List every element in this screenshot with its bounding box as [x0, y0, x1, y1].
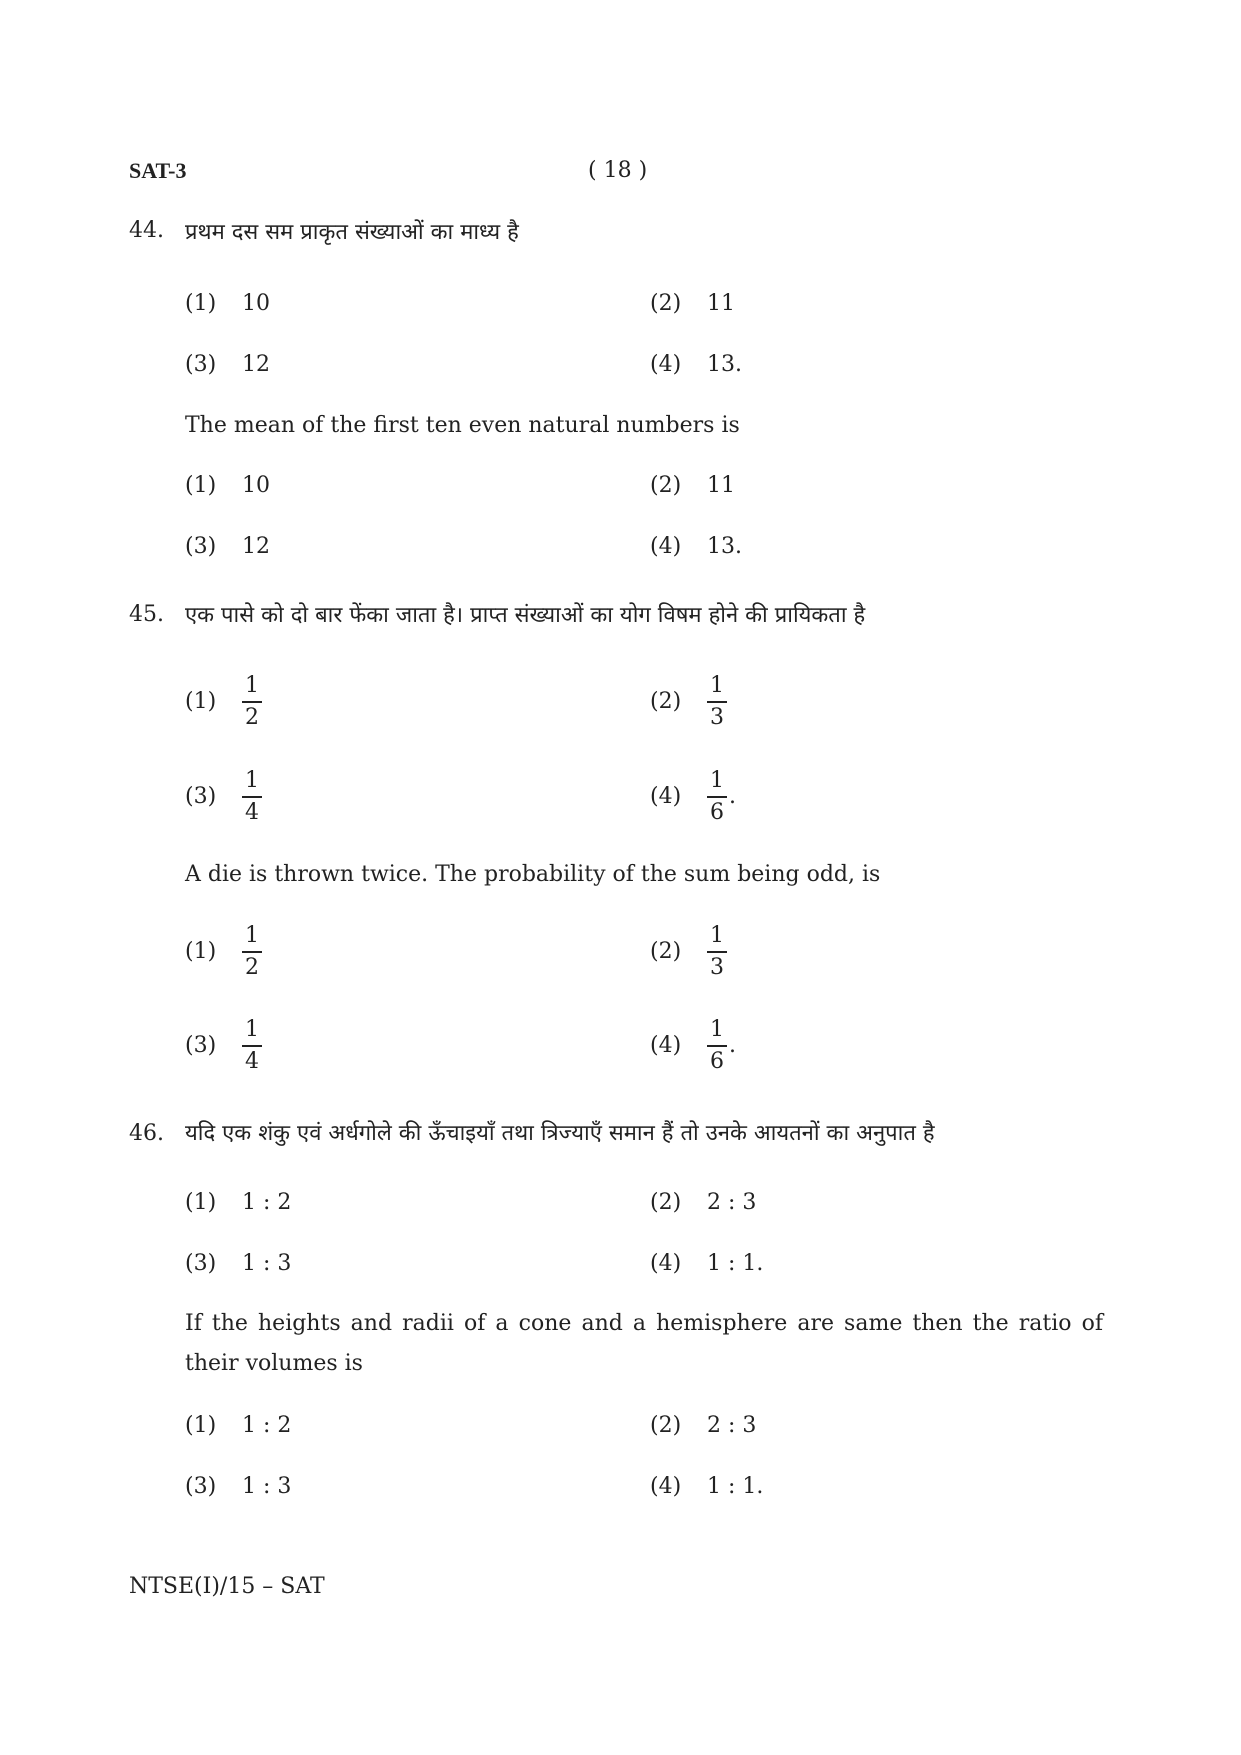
option-value: 1 : 3: [242, 1474, 292, 1499]
fraction-numerator: 1: [710, 923, 724, 948]
option-number: (4): [650, 1474, 682, 1499]
q46-hindi-option-2: [650, 1190, 756, 1215]
q45-english-option-4: [650, 1019, 736, 1073]
option-number: (2): [650, 291, 682, 316]
option-tail: .: [729, 784, 736, 810]
fraction-denominator: 4: [245, 1048, 259, 1074]
q45-english-text: A die is thrown twice. The probability of the sum being odd, is: [185, 862, 881, 887]
paper-code: SAT-3: [129, 158, 187, 183]
q45-hindi-option-1: [185, 675, 262, 729]
option-value: 1 : 3: [242, 1251, 292, 1276]
q44-english-option-1: [185, 473, 270, 498]
q44-hindi-option-3: [185, 352, 270, 377]
option-number: (2): [650, 473, 682, 498]
option-number: (4): [650, 352, 682, 377]
fraction-denominator: 6: [710, 1048, 724, 1074]
fraction: [707, 770, 727, 824]
q44-hindi-option-2: [650, 291, 735, 316]
option-number: (3): [185, 1033, 217, 1059]
option-number: (3): [185, 352, 217, 377]
fraction: [707, 1019, 727, 1073]
q46-english-option-3: [185, 1474, 291, 1499]
fraction-numerator: 1: [710, 1017, 724, 1042]
q46-number: 46.: [129, 1121, 164, 1146]
fraction-numerator: 1: [245, 1017, 259, 1042]
q44-hindi-option-1: [185, 291, 270, 316]
option-value: 1 : 2: [242, 1413, 292, 1438]
q44-english-text: The mean of the first ten even natural numbers is: [185, 413, 740, 438]
option-value: 2 : 3: [707, 1413, 757, 1438]
fraction-denominator: 2: [245, 954, 259, 980]
option-number: (4): [650, 534, 682, 559]
q45-number: 45.: [129, 602, 164, 627]
q46-hindi-option-4: [650, 1251, 763, 1276]
fraction: [707, 675, 727, 729]
option-value: 11: [707, 473, 735, 498]
option-value: 13.: [707, 534, 742, 559]
fraction: [242, 770, 262, 824]
option-number: (1): [185, 1413, 217, 1438]
q44-english-option-4: [650, 534, 742, 559]
q46-english-option-4: [650, 1474, 763, 1499]
option-tail: .: [729, 1033, 736, 1059]
q46-hindi-text: यदि एक शंकु एवं अर्धगोले की ऊँचाइयाँ तथा त्रिज्याएँ समान हैं तो उनके आयतनों का अनुपात है: [185, 1121, 935, 1146]
q44-english-option-2: [650, 473, 735, 498]
fraction: [242, 675, 262, 729]
option-number: (4): [650, 1033, 682, 1059]
option-number: (1): [185, 291, 217, 316]
option-value: 1 : 1.: [707, 1474, 764, 1499]
fraction-denominator: 2: [245, 704, 259, 730]
option-value: 1 : 2: [242, 1190, 292, 1215]
option-value: 10: [242, 473, 270, 498]
fraction: [242, 1019, 262, 1073]
fraction-numerator: 1: [710, 768, 724, 793]
option-value: 12: [242, 534, 270, 559]
q45-hindi-text: एक पासे को दो बार फेंका जाता है। प्राप्त संख्याओं का योग विषम होने की प्रायिकता है: [185, 603, 866, 628]
q46-english-text-line1: If the heights and radii of a cone and a hemisphere are same then the ratio of: [185, 1311, 1103, 1336]
fraction-denominator: 4: [245, 799, 259, 825]
q45-english-option-1: [185, 925, 262, 979]
option-number: (3): [185, 1251, 217, 1276]
fraction: [242, 925, 262, 979]
q44-hindi-option-4: [650, 352, 742, 377]
q44-english-option-3: [185, 534, 270, 559]
option-number: (3): [185, 534, 217, 559]
q44-number: 44.: [129, 218, 164, 243]
q44-hindi-text: प्रथम दस सम प्राकृत संख्याओं का माध्य है: [185, 220, 519, 245]
q46-hindi-option-3: [185, 1251, 291, 1276]
option-number: (4): [650, 784, 682, 810]
option-value: 11: [707, 291, 735, 316]
footer-code: NTSE(I)/15 – SAT: [129, 1574, 325, 1599]
q45-hindi-option-4: [650, 770, 736, 824]
q46-english-option-2: [650, 1413, 756, 1438]
option-number: (1): [185, 689, 217, 715]
option-value: 1 : 1.: [707, 1251, 764, 1276]
q45-english-option-3: [185, 1019, 262, 1073]
option-number: (1): [185, 939, 217, 965]
fraction-denominator: 6: [710, 799, 724, 825]
option-number: (4): [650, 1251, 682, 1276]
option-value: 12: [242, 352, 270, 377]
q46-english-text-line2: their volumes is: [185, 1351, 363, 1376]
option-number: (3): [185, 1474, 217, 1499]
option-number: (2): [650, 1413, 682, 1438]
fraction-numerator: 1: [245, 673, 259, 698]
fraction-denominator: 3: [710, 704, 724, 730]
q46-english-option-1: [185, 1413, 291, 1438]
option-value: 10: [242, 291, 270, 316]
q45-hindi-option-2: [650, 675, 727, 729]
fraction-numerator: 1: [245, 768, 259, 793]
option-number: (1): [185, 1190, 217, 1215]
option-number: (1): [185, 473, 217, 498]
fraction-denominator: 3: [710, 954, 724, 980]
option-number: (2): [650, 939, 682, 965]
q45-english-option-2: [650, 925, 727, 979]
q45-hindi-option-3: [185, 770, 262, 824]
option-value: 13.: [707, 352, 742, 377]
option-number: (3): [185, 784, 217, 810]
option-value: 2 : 3: [707, 1190, 757, 1215]
fraction-numerator: 1: [710, 673, 724, 698]
q46-hindi-option-1: [185, 1190, 291, 1215]
page-number: ( 18 ): [588, 158, 648, 183]
fraction: [707, 925, 727, 979]
option-number: (2): [650, 1190, 682, 1215]
fraction-numerator: 1: [245, 923, 259, 948]
option-number: (2): [650, 689, 682, 715]
